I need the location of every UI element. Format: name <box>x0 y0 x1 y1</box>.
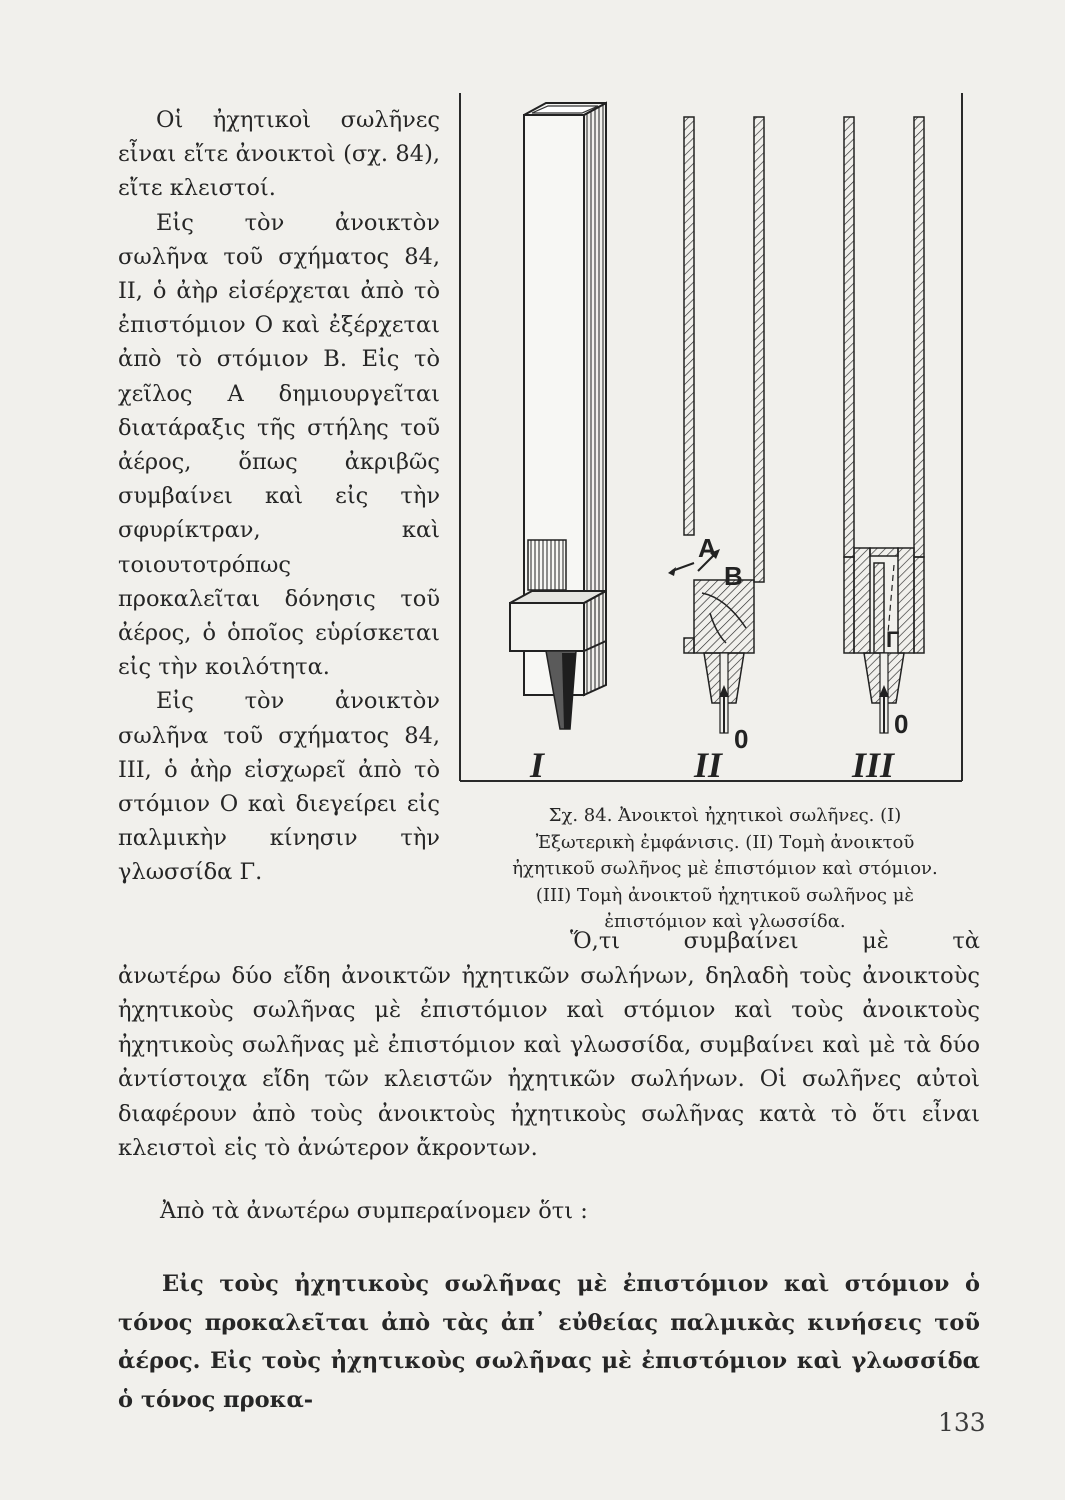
label-a: A <box>698 533 717 563</box>
main-paragraph <box>118 924 980 1166</box>
pipe-one-external-view <box>510 103 606 729</box>
paragraph-pipe-with-reed: Εἰς τὸν ἀνοικτὸν σωλῆνα τοῦ σχήματος 84, III, ὁ ἀὴρ εἰσχωρεῖ ἀπὸ τὸ στόμιον Ο καὶ διεγείρει εἰς παλμικὴν κίνησιν τὴν γλωσσίδα Γ. <box>118 688 440 886</box>
label-figure-three: III <box>852 745 895 785</box>
label-figure-one: I <box>530 745 545 785</box>
pipe-three-section <box>844 117 924 733</box>
figure-84-organ-pipes <box>458 93 966 805</box>
main-paragraph-body: ἀνωτέρω δύο εἴδη ἀνοικτῶν ἠχητικῶν σωλήνων, δηλαδὴ τοὺς ἀνοικτοὺς ἠχητικοὺς σωλῆνας μὲ ἐπιστόμιον καὶ στόμιον καὶ τοὺς ἀνοικτοὺς ἠχητικοὺς σωλῆνας μὲ ἐπιστόμιον καὶ γλωσσίδα, συμβαίνει καὶ μὲ τὰ δύο ἀντίστοιχα εἴδη τῶν κλειστῶν ἠχητικῶν σωλήνων. Οἱ σωλῆνες αὐτοὶ διαφέρουν ἀπὸ τοὺς ἀνοικτοὺς ἠχητικοὺς σωλῆνας κατὰ τὸ ὅτι εἶναι κλειστοὶ εἰς τὸ ἀνώτερον ἄκροντων. <box>118 962 980 1161</box>
paragraph-open-closed-pipes: Οἱ ἠχητικοὶ σωλῆνες εἶναι εἴτε ἀνοικτοὶ (σχ. 84), εἴτε κλειστοί. <box>118 107 440 202</box>
label-o-pipe-three: 0 <box>894 709 909 739</box>
conclusion-intro: Ἀπὸ τὰ ἀνωτέρω συμπεραίνομεν ὅτι : <box>160 1198 588 1224</box>
pipe-two-section <box>668 117 764 733</box>
left-column-text <box>118 103 440 890</box>
bold-statement: Εἰς τοὺς ἠχητικοὺς σωλῆνας μὲ ἐπιστόμιον καὶ στόμιον ὁ τόνος προκαλεῖται ἀπὸ τὰς ἀπ᾽ εὐθείας παλμικὰς κινήσεις τοῦ ἀέρος. Εἰς τοὺς ἠχητικοὺς σωλῆνας μὲ ἐπιστόμιον καὶ γλωσσίδα ὁ τόνος προκα- <box>118 1271 980 1413</box>
label-figure-two: II <box>694 745 723 785</box>
bold-statement-block <box>118 1265 980 1419</box>
figure-84-drawing <box>458 93 966 805</box>
label-o-pipe-two: 0 <box>734 724 749 754</box>
paragraph-pipe-with-mouth: Εἰς τὸν ἀνοικτὸν σωλῆνα τοῦ σχήματος 84, II, ὁ ἀὴρ εἰσέρχεται ἀπὸ τὸ ἐπιστόμιον Ο καὶ ἐξέρχεται ἀπὸ τὸ στόμιον Β. Εἰς τὸ χεῖλος Α δημιουργεῖται διατάραξις τῆς στήλης τοῦ ἀέρος, ὅπως ἀκριβῶς συμβαίνει καὶ εἰς τὴν σφυρίκτραν, καὶ τοιουτοτρόπως προκαλεῖται δόνησις τοῦ ἀέρος, ὁ ὁποῖος εὑρίσκεται εἰς τὴν κοιλότητα. <box>118 209 440 681</box>
main-paragraph-first-line: Ὅ,τι συμβαίνει μὲ τὰ <box>570 928 980 954</box>
label-gamma: Γ <box>886 627 900 652</box>
label-b: B <box>724 561 743 591</box>
figure-caption: Σχ. 84. Ἀνοικτοὶ ἠχητικοὶ σωλῆνες. (I) Ἐξωτερικὴ ἐμφάνισις. (II) Τομὴ ἀνοικτοῦ ἠχητικοῦ σωλῆνος μὲ ἐπιστόμιον καὶ στόμιον. (III) Τομὴ ἀνοικτοῦ ἠχητικοῦ σωλῆνος μὲ ἐπιστόμιον καὶ γλωσσίδα. <box>512 805 938 933</box>
page-number: 133 <box>938 1408 986 1437</box>
